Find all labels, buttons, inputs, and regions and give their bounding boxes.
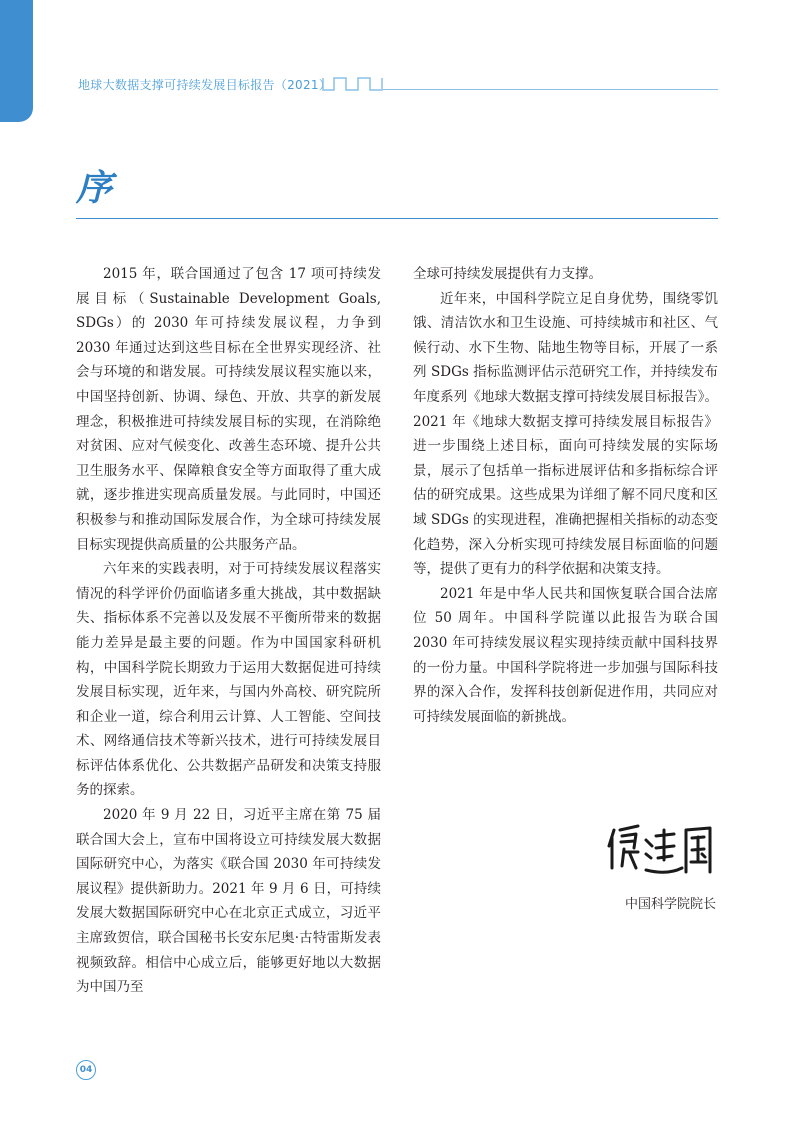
paragraph: 2021 年是中华人民共和国恢复联合国合法席位 50 周年。中国科学院谨以此报告为联合国 2030 年可持续发展议程实现持续贡献中国科技界的一份力量。中国科学院将进一步加强与国际科技界的深入合作，发挥科技创新促进作用，共同应对可持续发展面临的新挑战。 bbox=[413, 585, 718, 725]
running-header: 地球大数据支撑可持续发展目标报告（2021） bbox=[78, 78, 332, 92]
body-left-column bbox=[76, 262, 381, 1000]
page-number: 04 bbox=[76, 1060, 96, 1080]
title-rule bbox=[76, 218, 718, 219]
side-tab-decoration bbox=[0, 0, 33, 122]
header-rule bbox=[383, 89, 718, 90]
paragraph: 2020 年 9 月 22 日，习近平主席在第 75 届联合国大会上，宣布中国将设立可持续发展大数据国际研究中心，为落实《联合国 2030 年可持续发展议程》提供新助力。2021 年 9 月 6 日，可持续发展大数据国际研究中心在北京正式成立，习近平主席致贺信，联合国秘书长安东尼奥·古特雷斯发表视频致辞。相信中心成立后，能够更好地以大数据为中国乃至 bbox=[76, 807, 381, 996]
handwritten-signature bbox=[606, 822, 718, 878]
body-right-column bbox=[413, 262, 718, 729]
paragraph: 六年来的实践表明，对于可持续发展议程落实情况的科学评价仍面临诸多重大挑战，其中数据缺失、指标体系不完善以及发展不平衡所带来的数据能力差异是最主要的问题。作为中国国家科研机构，中国科学院长期致力于运用大数据促进可持续发展目标实现，近年来，与国内外高校、研究院所和企业一道，综合利用云计算、人工智能、空间技术、网络通信技术等新兴技术，进行可持续发展目标评估体系优化、公共数据产品研发和决策支持服务的探索。 bbox=[76, 561, 381, 799]
section-title: 序 bbox=[76, 167, 113, 209]
signer-title: 中国科学院院长 bbox=[625, 897, 717, 912]
paragraph-continuation: 全球可持续发展提供有力支撑。 bbox=[413, 266, 602, 282]
paragraph: 近年来，中国科学院立足自身优势，围绕零饥饿、清洁饮水和卫生设施、可持续城市和社区、气候行动、水下生物、陆地生物等目标，开展了一系列 SDGs 指标监测评估示范研究工作，并持续发布年度系列《地球大数据支撑可持续发展目标报告》。2021 年《地球大数据支撑可持续发展目标报告》进一步围绕上述目标，面向可持续发展的实际场景，展示了包括单一指标进展评估和多指标综合评估的研究成果。这些成果为详细了解不同尺度和区域 SDGs 的实现进程，准确把握相关指标的动态变化趋势，深入分析实现可持续发展目标面临的问题等，提供了更有力的科学依据和决策支持。 bbox=[413, 290, 718, 578]
paragraph: 2015 年，联合国通过了包含 17 项可持续发展目标（Sustainable Development Goals, SDGs）的 2030 年可持续发展议程，力争到 2030 年通过达到这些目标在全世界实现经济、社会与环境的和谐发展。可持续发展议程实施以来，中国坚持创新、协调、绿色、开放、共享的新发展理念，积极推进可持续发展目标的实现，在消除绝对贫困、应对气候变化、改善生态环境、提升公共卫生服务水平、保障粮食安全等方面取得了重大成就，逐步推进实现高质量发展。与此同时，中国还积极参与和推动国际发展合作，为全球可持续发展目标实现提供高质量的公共服务产品。 bbox=[76, 266, 381, 553]
header-ornament bbox=[322, 76, 386, 92]
